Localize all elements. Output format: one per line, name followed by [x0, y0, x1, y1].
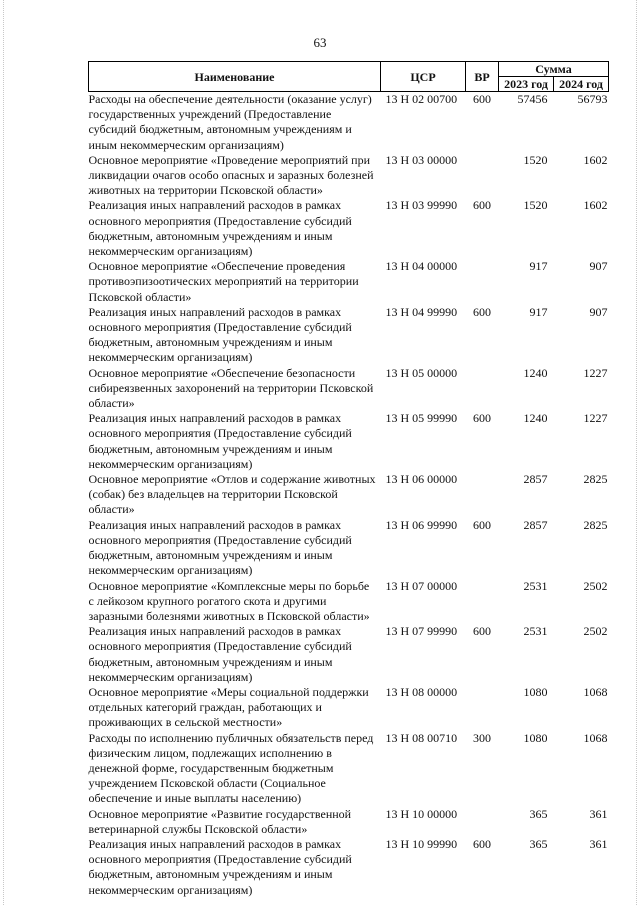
table-row: [89, 259, 609, 305]
table-row: [89, 366, 609, 412]
table-row: [89, 837, 609, 898]
row-name: Реализация иных направлений расходов в рамках основного мероприятия (Предоставление субсидий бюджетным, автономным учреждениям и иным некоммерческим организациям): [88, 836, 352, 897]
table-row: [89, 472, 609, 518]
row-csr: 13 Н 04 00000: [385, 259, 458, 274]
row-name: Расходы на обеспечение деятельности (оказание услуг) государственных учреждений (Предоставление субсидий бюджетным, автономным учреждениям и иным некоммерческим организациям): [88, 92, 372, 152]
row-name: Основное мероприятие «Обеспечение безопасности сибиреязвенных захоронений на территории Псковской области»: [88, 365, 374, 411]
row-sum-2024: 1602: [583, 198, 608, 213]
row-vr: 600: [473, 92, 491, 106]
row-vr: [466, 685, 499, 731]
header-sum: Сумма: [499, 62, 609, 77]
row-csr: 13 Н 03 00000: [385, 152, 458, 167]
row-vr: [466, 153, 499, 199]
table-row: [89, 731, 609, 807]
row-csr: 13 Н 07 99990: [385, 624, 458, 639]
row-sum-2023: 1520: [523, 198, 548, 213]
row-sum-2023: 365: [529, 836, 548, 851]
header-vr: ВР: [466, 62, 499, 92]
row-sum-2023: 57456: [517, 92, 548, 106]
table-row: [89, 579, 609, 625]
row-name: Основное мероприятие «Проведение мероприятий при ликвидации очагов особо опасных и заразных болезней животных на территории Псковской области»: [88, 152, 374, 198]
table-row: [89, 153, 609, 199]
row-sum-2024: 56793: [577, 92, 608, 106]
table-body: [89, 92, 609, 898]
row-name: Реализация иных направлений расходов в рамках основного мероприятия (Предоставление субсидий бюджетным, автономным учреждениям и иным некоммерческим организациям): [88, 517, 352, 578]
row-csr: 13 Н 07 00000: [385, 578, 458, 593]
page-number: 63: [313, 35, 327, 50]
table-row: [89, 198, 609, 259]
row-sum-2024: 361: [589, 806, 608, 821]
row-sum-2024: 1227: [583, 411, 608, 426]
header-year-2024: 2024 год: [554, 77, 609, 92]
row-sum-2023: 1080: [523, 684, 548, 699]
table-row: [89, 411, 609, 472]
row-vr: 600: [473, 624, 491, 639]
row-sum-2023: 917: [529, 304, 548, 319]
row-sum-2024: 1602: [583, 152, 608, 167]
row-sum-2023: 2857: [523, 517, 548, 532]
header-csr: ЦСР: [381, 62, 466, 92]
row-sum-2024: 1068: [583, 684, 608, 699]
row-sum-2023: 1240: [523, 365, 548, 380]
table-row: [89, 92, 609, 153]
row-csr: 13 Н 08 00710: [385, 730, 458, 745]
row-vr: 600: [473, 836, 491, 851]
scan-edge-right: [636, 0, 637, 905]
row-name: Реализация иных направлений расходов в рамках основного мероприятия (Предоставление субсидий бюджетным, автономным учреждениям и иным некоммерческим организациям): [88, 411, 352, 471]
table-row: [89, 807, 609, 837]
row-csr: 13 Н 05 99990: [385, 411, 458, 426]
row-csr: 13 Н 08 00000: [385, 684, 458, 699]
row-sum-2024: 2502: [583, 624, 608, 639]
row-name: Основное мероприятие «Отлов и содержание животных (собак) без владельцев на территории Псковской области»: [88, 472, 376, 517]
row-name: Реализация иных направлений расходов в рамках основного мероприятия (Предоставление субсидий бюджетным, автономным учреждениям и иным некоммерческим организациям): [88, 198, 352, 259]
row-sum-2023: 365: [529, 806, 548, 821]
row-vr: 600: [473, 517, 491, 532]
row-csr: 13 Н 03 99990: [385, 198, 458, 213]
row-csr: 13 Н 06 99990: [385, 517, 458, 532]
row-csr: 13 Н 10 00000: [385, 806, 458, 821]
table-row: [89, 685, 609, 731]
table-row: [89, 518, 609, 579]
row-sum-2024: 2502: [583, 578, 608, 593]
row-csr: 13 Н 04 99990: [385, 304, 458, 319]
row-csr: 13 Н 02 00700: [385, 92, 458, 106]
row-sum-2023: 917: [529, 259, 548, 274]
row-name: Реализация иных направлений расходов в рамках основного мероприятия (Предоставление субсидий бюджетным, автономным учреждениям и иным некоммерческим организациям): [88, 624, 352, 684]
row-sum-2023: 1080: [523, 730, 548, 745]
table-row: [89, 305, 609, 366]
table-row: [89, 624, 609, 685]
row-sum-2024: 2825: [583, 517, 608, 532]
row-name: Основное мероприятие «Развитие государственной ветеринарной службы Псковской области»: [88, 806, 352, 836]
row-name: Расходы по исполнению публичных обязательств перед физическим лицом, подлежащих исполнению в денежной форме, государственным бюджетным учреждением Псковской области (Социальное обеспечение и иные выплаты населению): [88, 730, 374, 806]
row-sum-2023: 1240: [523, 411, 548, 426]
row-vr: 300: [473, 730, 491, 745]
budget-table: [88, 61, 609, 898]
row-vr: 600: [473, 411, 491, 426]
row-sum-2023: 1520: [523, 152, 548, 167]
row-csr: 13 Н 10 99990: [385, 836, 458, 851]
row-csr: 13 Н 05 00000: [385, 365, 458, 380]
row-vr: [466, 366, 499, 412]
header-year-2023: 2023 год: [499, 77, 554, 92]
row-sum-2023: 2531: [523, 624, 548, 639]
row-sum-2024: 1068: [583, 730, 608, 745]
row-vr: 600: [473, 198, 491, 213]
row-vr: [466, 579, 499, 625]
row-sum-2024: 907: [589, 259, 608, 274]
row-vr: [466, 807, 499, 837]
row-name: Основное мероприятие «Обеспечение проведения противоэпизоотических мероприятий на территории Псковской области»: [88, 259, 359, 304]
row-csr: 13 Н 06 00000: [385, 472, 458, 487]
row-sum-2024: 1227: [583, 365, 608, 380]
row-sum-2023: 2531: [523, 578, 548, 593]
row-sum-2023: 2857: [523, 472, 548, 487]
row-name: Основное мероприятие «Комплексные меры по борьбе с лейкозом крупного рогатого скота и другими заразными болезнями животных в Псковской области»: [88, 578, 370, 623]
header-name: Наименование: [89, 62, 381, 92]
row-sum-2024: 907: [589, 304, 608, 319]
row-sum-2024: 2825: [583, 472, 608, 487]
row-vr: 600: [473, 304, 491, 319]
row-vr: [466, 472, 499, 518]
table-header: [89, 62, 609, 92]
scan-edge-left: [3, 0, 4, 905]
row-name: Реализация иных направлений расходов в рамках основного мероприятия (Предоставление субсидий бюджетным, автономным учреждениям и иным некоммерческим организациям): [88, 304, 352, 365]
row-sum-2024: 361: [589, 836, 608, 851]
row-vr: [466, 259, 499, 305]
row-name: Основное мероприятие «Меры социальной поддержки отдельных категорий граждан, работающих и проживающих в сельской местности»: [88, 684, 369, 730]
